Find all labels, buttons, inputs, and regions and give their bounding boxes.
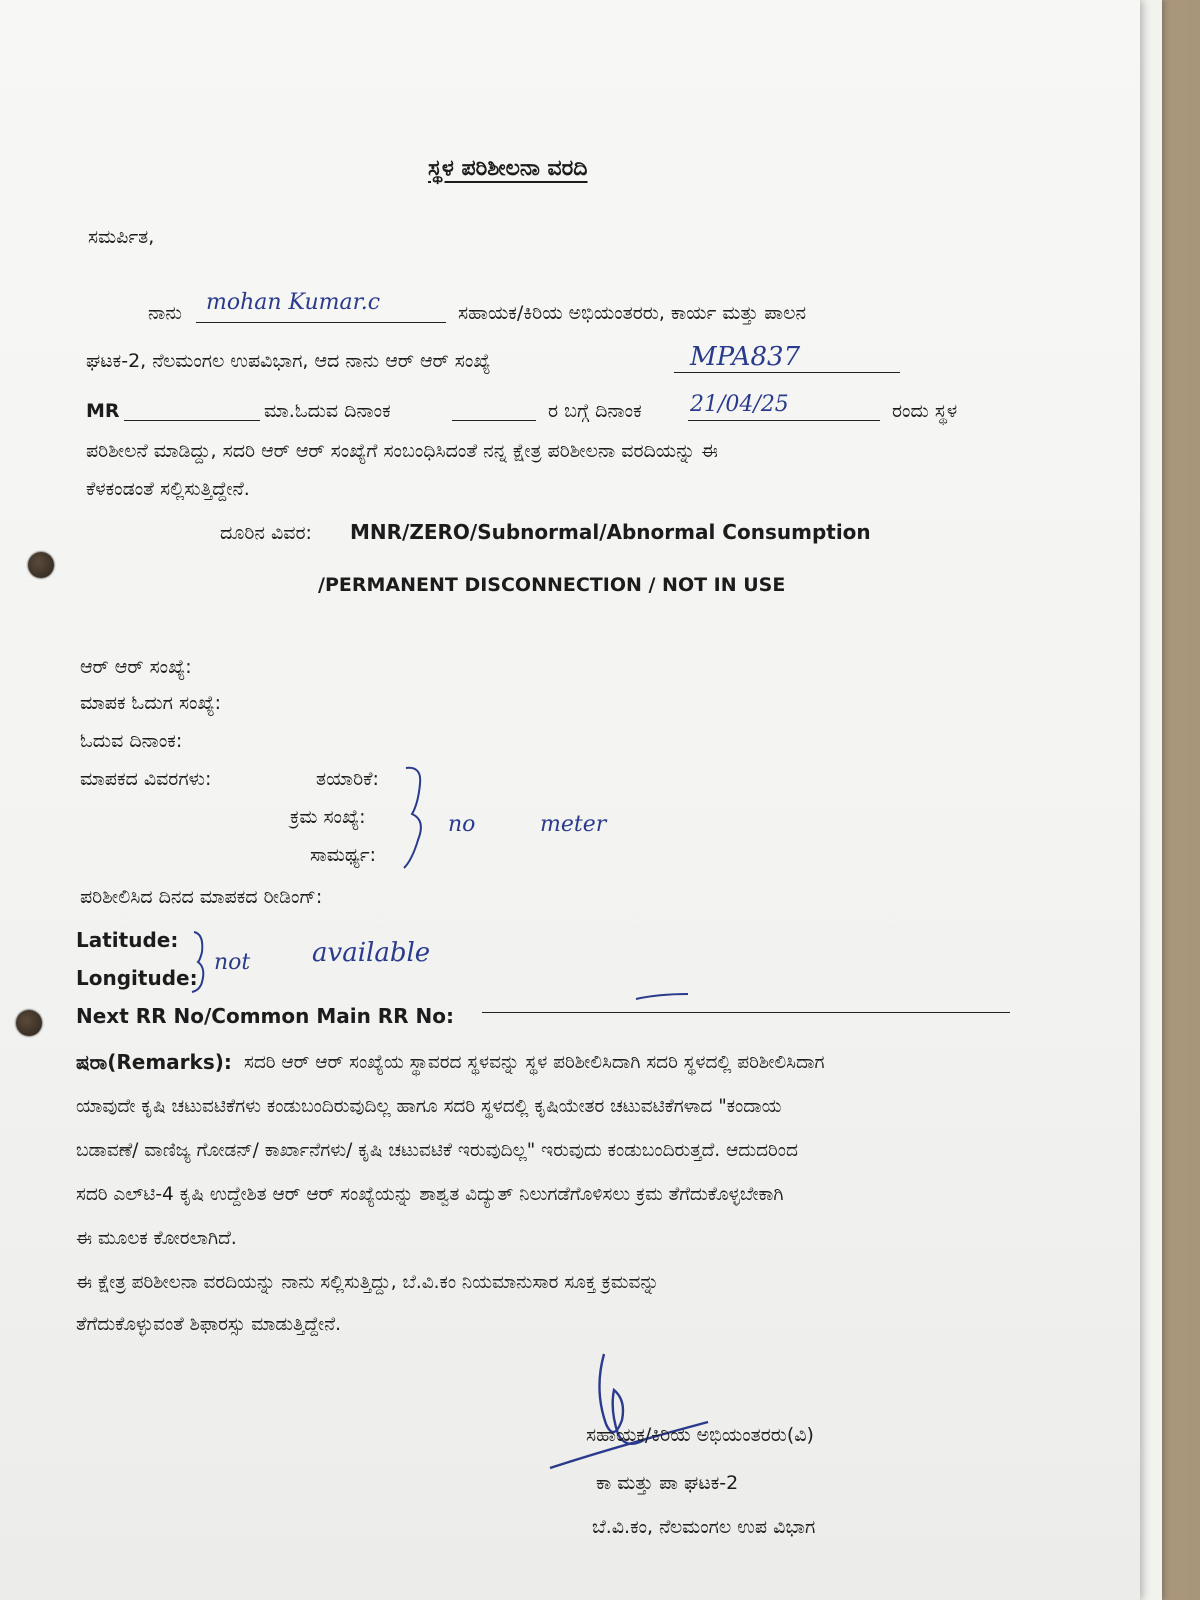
on-date-label: ರ ಬಗ್ಗೆ ದಿನಾಂಕ: [548, 400, 642, 422]
serial-label: ಕ್ರಮ ಸಂಖ್ಯೆ:: [290, 806, 366, 828]
remarks-label: ಷರಾ(Remarks):: [76, 1050, 232, 1074]
remarks-line5: ಈ ಮೂಲಕ ಕೋರಲಾಗಿದೆ.: [76, 1228, 237, 1249]
intro-line5: ಕೆಳಕಂಡಂತೆ ಸಲ್ಲಿಸುತ್ತಿದ್ದೇನೆ.: [86, 478, 250, 500]
handwritten-name: mohan Kumar.c: [206, 290, 381, 315]
next-rr-blank: [482, 1012, 1010, 1013]
remarks-line7: ತೆಗೆದುಕೊಳ್ಳುವಂತೆ ಶಿಫಾರಸ್ಸು ಮಾಡುತ್ತಿದ್ದೇನೆ.: [76, 1314, 342, 1335]
reader-no-label: ಮಾಪಕ ಓದುಗ ಸಂಖ್ಯೆ:: [80, 692, 222, 714]
latitude-label: Latitude:: [76, 928, 179, 952]
complaint-value: MNR/ZERO/Subnormal/Abnormal Consumption: [350, 520, 871, 544]
intro-line1-b: ಸಹಾಯಕ/ಕಿರಿಯ ಅಭಿಯಂತರರು, ಕಾರ್ಯ ಮತ್ತು ಪಾಲನ: [458, 302, 807, 324]
name-blank: [196, 322, 446, 323]
read-date-label: ಮಾ.ಓದುವ ದಿನಾಂಕ: [264, 400, 391, 422]
handwritten-available: available: [312, 938, 431, 968]
handwritten-brace-latlong: [190, 928, 212, 996]
page-title: ಸ್ಥಳ ಪರಿಶೀಲನಾ ವರದಿ: [428, 156, 588, 181]
punch-hole-top: [28, 552, 54, 578]
read-date-field-label: ಓದುವ ದಿನಾಂಕ:: [80, 730, 183, 752]
signature-designation: ಸಹಾಯಕ/ಕಿರಿಯ ಅಭಿಯಂತರರು(ವಿ): [586, 1424, 814, 1446]
on-site-label: ರಂದು ಸ್ಥಳ: [892, 400, 958, 422]
capacity-label: ಸಾಮರ್ಥ್ಯ:: [310, 844, 377, 866]
remarks-line1: ಸದರಿ ಆರ್ ಆರ್ ಸಂಖ್ಯೆಯ ಸ್ಥಾವರದ ಸ್ಥಳವನ್ನು ಸ್ಥಳ ಪರಿಶೀಲಿಸಿದಾಗಿ ಸದರಿ ಸ್ಥಳದಲ್ಲಿ ಪರಿಶೀಲಿಸಿದಾಗ: [244, 1052, 825, 1073]
signature-unit: ಕಾ ಮತ್ತು ಪಾ ಘಟಕ-2: [596, 1472, 739, 1494]
make-label: ತಯಾರಿಕೆ:: [316, 768, 379, 790]
rr-blank: [674, 372, 900, 373]
remarks-line4: ಸದರಿ ಎಲ್‌ಟಿ-4 ಕೃಷಿ ಉದ್ದೇಶಿತ ಆರ್ ಆರ್ ಸಂಖ್ಯೆಯನ್ನು ಶಾಶ್ವತ ವಿದ್ಯುತ್ ನಿಲುಗಡೆಗೊಳಿಸಲು ಕ್ರಮ ತೆಗೆದುಕೊಳ್ಳಬೇಕಾಗಿ: [76, 1184, 784, 1205]
handwritten-not: not: [214, 950, 251, 975]
intro-line1-a: ನಾನು: [148, 302, 182, 324]
remarks-line2: ಯಾವುದೇ ಕೃಷಿ ಚಟುವಟಿಕೆಗಳು ಕಂಡುಬಂದಿರುವುದಿಲ್ಲ ಹಾಗೂ ಸದರಿ ಸ್ಥಳದಲ್ಲಿ ಕೃಷಿಯೇತರ ಚಟುವಟಿಕೆಗಳಾದ "ಕಂದಾಯ: [76, 1096, 782, 1117]
remarks-line3: ಬಡಾವಣೆ/ ವಾಣಿಜ್ಯ ಗೋಡನ್/ ಕಾರ್ಖಾನೆಗಳು/ ಕೃಷಿ ಚಟುವಟಿಕೆ ಇರುವುದಿಲ್ಲ" ಇರುವುದು ಕಂಡುಬಂದಿರುತ್ತದೆ. ಆದುದರಿಂದ: [76, 1140, 798, 1161]
reading-label: ಪರಿಶೀಲಿಸಿದ ದಿನದ ಮಾಪಕದ ರೀಡಿಂಗ್:: [80, 886, 323, 908]
mr-label: MR: [86, 400, 120, 422]
intro-line4: ಪರಿಶೀಲನೆ ಮಾಡಿದ್ದು, ಸದರಿ ಆರ್ ಆರ್ ಸಂಖ್ಯೆಗೆ ಸಂಬಂಧಿಸಿದಂತೆ ನನ್ನ ಕ್ಷೇತ್ರ ಪರಿಶೀಲನಾ ವರದಿಯನ್ನು ಈ: [86, 440, 718, 462]
remarks-line6: ಈ ಕ್ಷೇತ್ರ ಪರಿಶೀಲನಾ ವರದಿಯನ್ನು ನಾನು ಸಲ್ಲಿಸುತ್ತಿದ್ದು, ಬೆ.ವಿ.ಕಂ ನಿಯಮಾನುಸಾರ ಸೂಕ್ತ ಕ್ರಮವನ್ನು: [76, 1272, 659, 1293]
complaint-value-2: /PERMANENT DISCONNECTION / NOT IN USE: [318, 574, 786, 596]
longitude-label: Longitude:: [76, 966, 198, 990]
handwritten-brace: [400, 764, 436, 874]
handwritten-meter: meter: [540, 812, 607, 837]
complaint-label: ದೂರಿನ ವಿವರ:: [220, 522, 312, 544]
rr-no-label: ಆರ್ ಆರ್ ಸಂಖ್ಯೆ:: [80, 656, 192, 678]
salutation: ಸಮರ್ಪಿತ,: [88, 226, 155, 248]
signature-office: ಬೆ.ವಿ.ಕಂ, ನೆಲಮಂಗಲ ಉಪ ವಿಭಾಗ: [592, 1516, 816, 1538]
mr-blank: [124, 420, 260, 421]
meter-details-label: ಮಾಪಕದ ವಿವರಗಳು:: [80, 768, 212, 790]
handwritten-no: no: [448, 812, 476, 837]
intro-line2: ಘಟಕ-2, ನೆಲಮಂಗಲ ಉಪವಿಭಾಗ, ಆದ ನಾನು ಆರ್ ಆರ್ ಸಂಖ್ಯೆ: [86, 350, 491, 372]
handwritten-signature: [548, 1350, 718, 1480]
handwritten-dash: [634, 990, 690, 1002]
punch-hole-bottom: [16, 1010, 42, 1036]
handwritten-date: 21/04/25: [690, 392, 789, 417]
next-rr-label: Next RR No/Common Main RR No:: [76, 1004, 455, 1028]
handwritten-rr-no: MPA837: [690, 342, 801, 372]
read-date-blank: [452, 420, 536, 421]
date-blank: [688, 420, 880, 421]
